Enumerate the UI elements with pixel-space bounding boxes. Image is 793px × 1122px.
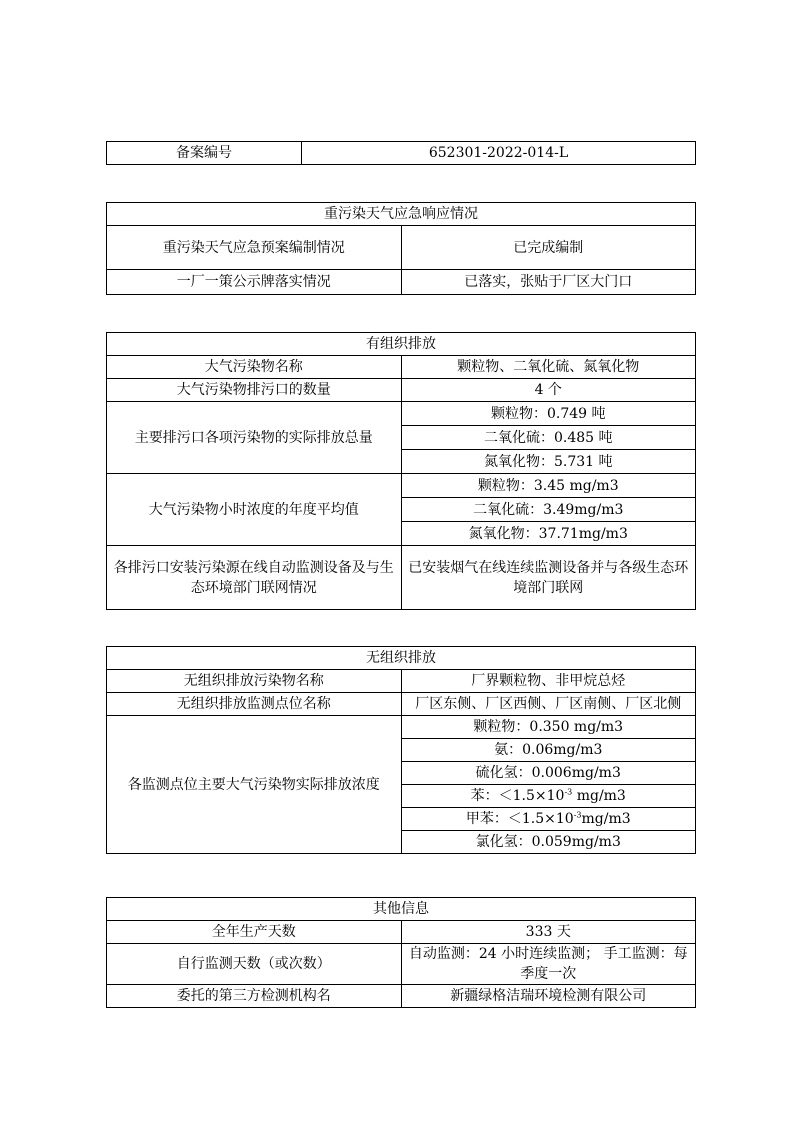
organized-outlets-value: 4 个 xyxy=(401,379,696,402)
other-monitoring-value: 自动监测：24 小时连续监测； 手工监测：每季度一次 xyxy=(401,944,696,985)
organized-total-pm: 颗粒物：0.749 吨 xyxy=(401,402,696,426)
unorganized-conc-ammonia: 氨：0.06mg/m3 xyxy=(401,739,696,762)
organized-avg-nox: 氮氧化物：37.71mg/m3 xyxy=(401,522,696,546)
other-monitoring-label: 自行监测天数（或次数） xyxy=(107,944,402,985)
organized-outlets-label: 大气污染物排污口的数量 xyxy=(107,379,402,402)
organized-avg-pm: 颗粒物：3.45 mg/m3 xyxy=(401,474,696,498)
organized-total-so2: 二氧化硫：0.485 吨 xyxy=(401,426,696,450)
filing-value: 652301-2022-014-L xyxy=(302,142,696,165)
organized-monitor-label: 各排污口安装污染源在线自动监测设备及与生态环境部门联网情况 xyxy=(107,546,402,610)
toluene-exponent: -3 xyxy=(573,810,582,820)
organized-pollutants-value: 颗粒物、二氧化硫、氮氧化物 xyxy=(401,356,696,379)
other-agency-label: 委托的第三方检测机构名 xyxy=(107,985,402,1008)
unorganized-conc-label: 各监测点位主要大气污染物实际排放浓度 xyxy=(107,716,402,854)
benzene-text: 苯：＜1.5×10 xyxy=(470,788,565,804)
other-agency-value: 新疆绿格洁瑞环境检测有限公司 xyxy=(401,985,696,1008)
emergency-plan-value: 已完成编制 xyxy=(401,226,696,270)
emergency-sign-label: 一厂一策公示牌落实情况 xyxy=(107,270,402,295)
organized-table xyxy=(106,332,696,610)
emergency-title: 重污染天气应急响应情况 xyxy=(107,203,696,226)
filing-label: 备案编号 xyxy=(107,142,302,165)
filing-table xyxy=(106,141,696,165)
organized-monitor-value: 已安装烟气在线连续监测设备并与各级生态环境部门联网 xyxy=(401,546,696,610)
unorganized-conc-h2s: 硫化氢：0.006mg/m3 xyxy=(401,762,696,785)
unorganized-table xyxy=(106,646,696,854)
unorganized-points-value: 厂区东侧、厂区西侧、厂区南侧、厂区北侧 xyxy=(401,693,696,716)
unorganized-conc-hcl: 氯化氢：0.059mg/m3 xyxy=(401,831,696,854)
unorganized-conc-benzene xyxy=(401,785,696,808)
unorganized-conc-toluene xyxy=(401,808,696,831)
organized-avg-so2: 二氧化硫：3.49mg/m3 xyxy=(401,498,696,522)
organized-total-nox: 氮氧化物：5.731 吨 xyxy=(401,450,696,474)
benzene-exponent: -3 xyxy=(564,787,573,797)
other-title: 其他信息 xyxy=(107,898,696,921)
organized-avg-label: 大气污染物小时浓度的年度平均值 xyxy=(107,474,402,546)
unorganized-pollutants-label: 无组织排放污染物名称 xyxy=(107,670,402,693)
toluene-text: 甲苯：＜1.5×10 xyxy=(465,811,574,827)
emergency-sign-value: 已落实，张贴于厂区大门口 xyxy=(401,270,696,295)
emergency-table xyxy=(106,202,696,295)
other-table xyxy=(106,897,696,1008)
unorganized-title: 无组织排放 xyxy=(107,647,696,670)
unorganized-points-label: 无组织排放监测点位名称 xyxy=(107,693,402,716)
organized-pollutants-label: 大气污染物名称 xyxy=(107,356,402,379)
toluene-unit: mg/m3 xyxy=(581,811,631,827)
benzene-unit: mg/m3 xyxy=(572,788,626,804)
other-days-value: 333 天 xyxy=(401,921,696,944)
organized-total-label: 主要排污口各项污染物的实际排放总量 xyxy=(107,402,402,474)
other-days-label: 全年生产天数 xyxy=(107,921,402,944)
organized-title: 有组织排放 xyxy=(107,333,696,356)
unorganized-pollutants-value: 厂界颗粒物、非甲烷总烃 xyxy=(401,670,696,693)
emergency-plan-label: 重污染天气应急预案编制情况 xyxy=(107,226,402,270)
unorganized-conc-pm: 颗粒物：0.350 mg/m3 xyxy=(401,716,696,739)
